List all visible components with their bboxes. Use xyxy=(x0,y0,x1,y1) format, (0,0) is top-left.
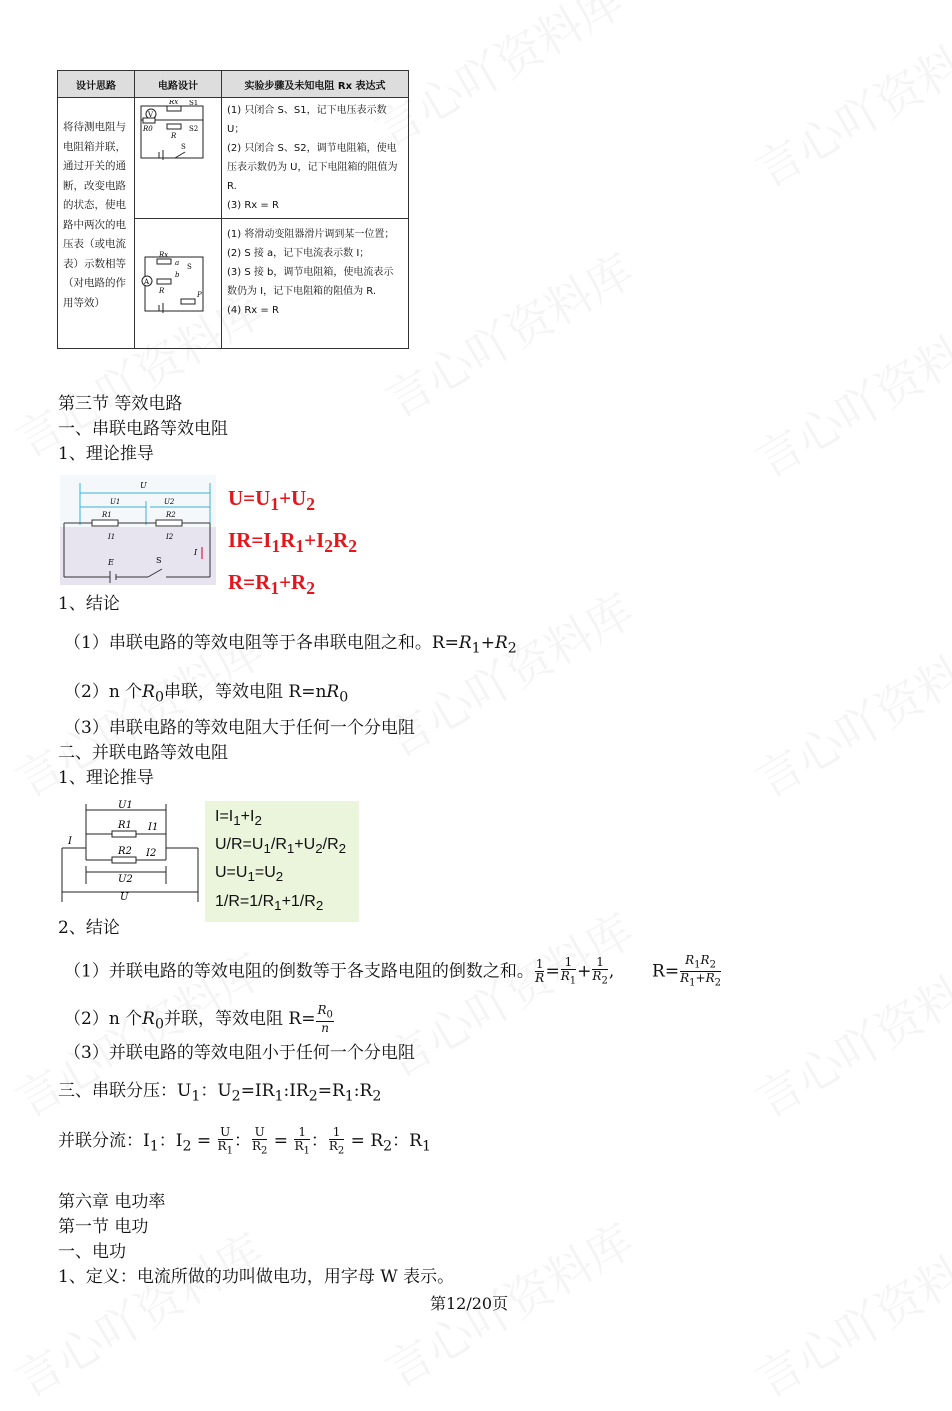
circuit2-label: R xyxy=(159,287,165,295)
series-theory-heading: 1、理论推导 xyxy=(58,444,154,464)
parallel-label: R1 xyxy=(118,820,132,831)
chapter-section-title: 第一节 电功 xyxy=(58,1217,149,1237)
steps-cell-1 xyxy=(222,98,409,219)
parallel-conclusion-3: （3）并联电路的等效电阻小于任何一个分电阻 xyxy=(64,1043,415,1063)
watermark xyxy=(2,1215,274,1410)
series-equation: $IR=I_1R_1+I_2R_2$ xyxy=(228,528,357,557)
parallel-conclusion-2: （2）n 个$R_0$并联，等效电阻 R= $\frac{R_0}{n}$ xyxy=(64,1003,333,1036)
table-header: 电路设计 xyxy=(135,71,222,98)
parallel-circuit-diagram xyxy=(58,800,203,904)
parallel-equation: $1/R=1/R_1+1/R_2$ xyxy=(215,892,324,913)
step-line: (3) S 接 b，调节电阻箱，使电流表示数仍为 I，记下电阻箱的阻值为 R. xyxy=(227,267,394,297)
series-circuit-diagram xyxy=(60,475,216,585)
circuit1-label: S2 xyxy=(189,125,199,133)
circuit1-label: R0 xyxy=(143,125,153,133)
parallel-equations xyxy=(205,801,359,922)
circuit2-label: a xyxy=(175,259,180,267)
table-header: 设计思路 xyxy=(58,71,135,98)
parallel-label: I xyxy=(68,836,72,847)
current-divider-rule: 并联分流：$I_1$：$I_2$ = $\frac{U}{R_1}$ ： $\frac{U}{R_2}$ = $\frac{1}{R_1}$ ： $\frac{1}{R_2}$ = $R_2$：$R_1$ xyxy=(58,1125,431,1157)
watermark xyxy=(372,235,644,430)
parallel-label: R2 xyxy=(118,846,132,857)
parallel-label: I2 xyxy=(146,848,157,859)
circuit1-label: R xyxy=(171,132,177,140)
section-title: 第三节 等效电路 xyxy=(58,394,183,414)
parallel-label: I1 xyxy=(148,822,159,833)
series-label: I1 xyxy=(108,533,116,541)
circuit1-label: V xyxy=(148,111,154,119)
circuit1-label: S1 xyxy=(189,100,199,107)
electric-work-heading: 一、电功 xyxy=(58,1242,126,1262)
parallel-equation: $U/R=U_1/R_1+U_2/R_2$ xyxy=(215,836,347,857)
voltage-divider-rule: 三、串联分压：$U_1$：$U_2=IR_1:IR_2=R_1:R_2$ xyxy=(58,1081,382,1105)
circuit2-label: A xyxy=(144,278,150,286)
step-line: (2) S 接 a，记下电流表示数 I； xyxy=(227,248,370,259)
parallel-heading: 二、并联电路等效电阻 xyxy=(58,743,228,763)
series-equation: $R=R_1+R_2$ xyxy=(228,570,315,599)
chapter-title: 第六章 电功率 xyxy=(58,1192,166,1212)
series-label: U1 xyxy=(110,498,121,506)
series-label: R1 xyxy=(102,511,112,519)
watermark xyxy=(742,295,952,490)
parallel-equation: $U=U_1=U_2$ xyxy=(215,864,284,885)
series-label: I2 xyxy=(166,533,174,541)
design-idea-cell: 将待测电阻与电阻箱并联，通过开关的通断，改变电路的状态，使电路中两次的电压表（或电流表）示数相等（对电路的作用等效） xyxy=(58,98,135,349)
page-number: 第12/20页 xyxy=(430,1294,509,1313)
circuit2-label: Rx xyxy=(159,251,169,259)
series-label: I xyxy=(194,548,198,557)
circuit2-label: P xyxy=(197,291,202,299)
electric-work-definition: 1、定义：电流所做的功叫做电功，用字母 W 表示。 xyxy=(58,1267,455,1287)
parallel-label: U2 xyxy=(118,874,133,885)
watermark xyxy=(742,5,952,200)
series-conclusion-2: （2）n 个$R_0$串联，等效电阻 $R=nR_0$ xyxy=(64,682,349,706)
circuit1-label: Rx xyxy=(169,100,179,106)
table-header: 实验步骤及未知电阻 Rx 表达式 xyxy=(222,71,409,98)
series-equations xyxy=(228,480,357,607)
steps-cell-2 xyxy=(222,219,409,349)
series-conclusion-heading: 1、结论 xyxy=(58,594,120,614)
watermark xyxy=(372,575,644,770)
circuit-diagram-1 xyxy=(135,98,222,219)
series-label: R2 xyxy=(166,511,176,519)
parallel-label: U xyxy=(120,892,129,903)
series-conclusion-3: （3）串联电路的等效电阻大于任何一个分电阻 xyxy=(64,718,415,738)
watermark xyxy=(742,935,952,1130)
circuit-diagram-2 xyxy=(135,219,222,349)
series-label: S xyxy=(156,556,162,565)
circuit2-label: S xyxy=(187,263,192,271)
parallel-equation: $I=I_1+I_2$ xyxy=(215,808,262,829)
parallel-label: U1 xyxy=(118,800,133,811)
watermark xyxy=(742,615,952,810)
parallel-conclusion-heading: 2、结论 xyxy=(58,918,120,938)
series-label: E xyxy=(108,558,114,567)
circuit2-label: b xyxy=(175,271,180,279)
series-label: U2 xyxy=(164,498,175,506)
experiment-design-table xyxy=(57,70,409,349)
circuit1-label: S xyxy=(181,143,186,151)
parallel-theory-heading: 1、理论推导 xyxy=(58,768,154,788)
parallel-conclusion-1: （1）并联电路的等效电阻的倒数等于各支路电阻的倒数之和。 $\frac{1}{R}$ = $\frac{1}{R_1}$ + $\frac{1}{R_2}$ , R= $\frac{R_1R_2}{R_1+R_2}$ xyxy=(64,953,721,989)
series-heading: 一、串联电路等效电阻 xyxy=(58,419,228,439)
step-line: (3) Rx = R xyxy=(227,200,279,211)
step-line: (4) Rx = R xyxy=(227,305,279,316)
step-line: (1) 只闭合 S、S1，记下电压表示数 U； xyxy=(227,105,387,135)
watermark xyxy=(742,1215,952,1410)
series-equation: $U=U_1+U_2$ xyxy=(228,486,315,515)
series-conclusion-1: （1）串联电路的等效电阻等于各串联电阻之和。$R=R_1+R_2$ xyxy=(64,633,517,657)
step-line: (2) 只闭合 S、S2，调节电阻箱，使电压表示数仍为 U，记下电阻箱的阻值为 R. xyxy=(227,143,398,192)
series-label: U xyxy=(140,481,147,490)
step-line: (1) 将滑动变阻器滑片调到某一位置； xyxy=(227,229,395,240)
